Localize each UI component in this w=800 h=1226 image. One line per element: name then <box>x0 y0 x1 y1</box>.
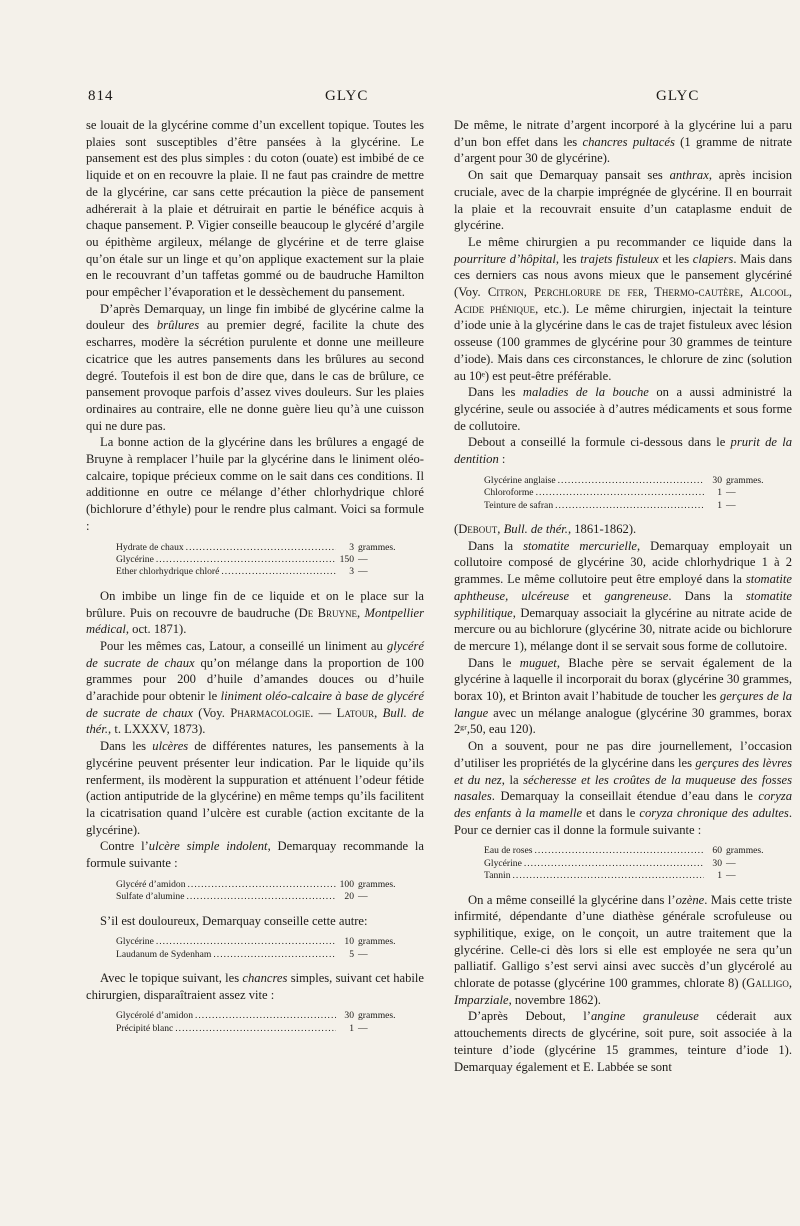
quantity-value: 1 <box>717 487 722 499</box>
journal-title: Montpellier médical <box>86 605 425 637</box>
emphasis: ulcères <box>152 739 189 754</box>
emphasis: brûlures <box>156 318 200 333</box>
dot-leader <box>213 949 336 961</box>
quantity-value: 150 <box>339 553 354 565</box>
quantity-value: 100 <box>339 878 354 890</box>
emphasis: liniment oléo-calcaire à base de glycéré de sucrate de chaux <box>86 689 425 720</box>
quantity-unit: grammes. <box>358 878 396 890</box>
emphasis: gerçures de la langue <box>454 689 792 720</box>
emphasis: gangreneuse <box>604 588 669 603</box>
emphasis: chancres pultacés <box>582 134 675 149</box>
quantity-value: 5 <box>349 948 354 960</box>
journal-title: Bull. de thér. <box>503 521 568 536</box>
ingredient-name: Tannin <box>484 870 511 882</box>
formula <box>116 879 424 904</box>
paragraph: La bonne action de la glycérine dans les brûlures a engagé de Bruyne à remplacer l’huile par la glycérine dans le liniment oléo-calcaire, topique précieux comme on le sait dans ces conditions. Il additionne en outre ce mélange d’éther chlorhydrique chloré (bichlorure d’éthyle) pour le rendre plus calmant. Voici sa formule : <box>86 435 424 533</box>
dot-leader <box>195 1010 336 1022</box>
quantity-unit: — <box>726 857 736 869</box>
ingredient-quantity <box>706 858 792 870</box>
dot-leader <box>524 858 704 870</box>
paragraph: D’après Debout, l’angine granuleuse céderait aux attouchements directs de glycérine, soit pure, soit associée à la teinture d’iode (glycérine 15 grammes, teinture d’iode 1). Demarquay également et E. Labbée se sont <box>454 1009 793 1074</box>
quantity-unit: — <box>726 870 736 882</box>
citation: (Debout, Bull. de thér., 1861-1862). <box>454 521 637 536</box>
paragraph: Pour les mêmes cas, Latour, a conseillé un liniment au glycéré de sucrate de chaux qu’on mélange dans la proportion de 100 grammes pour 200 d’huile d’amandes douces ou d’huile d’arachide pour obtenir le liniment oléo-calcaire à base de glycéré de sucrate de chaux (Voy. Pharmacologie. — Latour, Bull. de thér., t. LXXXV, 1873). <box>86 638 425 737</box>
ingredient-name: Glycérine <box>116 936 154 948</box>
ingredient-quantity <box>338 1010 424 1022</box>
author-name: Galligo <box>746 976 789 991</box>
emphasis: gerçures des lèvres et du nez <box>454 755 792 787</box>
dot-leader <box>186 891 336 903</box>
dot-leader <box>156 554 336 566</box>
paragraph: D’après Demarquay, un linge fin imbibé de glycérine calme la douleur des brûlures au premier degré, facilite la chute des escharres, modère la sécrétion purulente et donne une meilleure cicatrice que les autres pansements dans les brûlures au second degré. Toutefois il est bon de dire que, dans le cas de brûlure, ce pansement provoque parfois d’assez vives douleurs. Sur les plaies ordinaires au contraire, elle ne donne guère lieu qu’à une cuisson qui ne dure pas. <box>86 301 424 433</box>
dot-leader <box>221 566 336 578</box>
formula-row <box>116 566 424 578</box>
quantity-unit: grammes. <box>358 541 396 553</box>
formula <box>484 845 792 882</box>
quantity-value: 1 <box>717 870 722 882</box>
ingredient-quantity <box>338 1023 424 1035</box>
emphasis: angine granuleuse <box>590 1009 699 1024</box>
emphasis: coryza des enfants à la mamelle <box>454 789 792 820</box>
quantity-value: 60 <box>712 845 722 857</box>
formula-row <box>484 500 792 512</box>
ingredient-quantity <box>706 845 792 857</box>
quantity-unit: — <box>358 566 368 578</box>
cross-reference: Pharmacologie <box>230 705 311 720</box>
quantity-unit: — <box>726 487 736 499</box>
quantity-value: 1 <box>349 1022 354 1034</box>
ingredient-name: Laudanum de Sydenham <box>116 948 212 960</box>
paragraph: On sait que Demarquay pansait ses anthrax, après incision cruciale, avec de la charpie imprégnée de glycérine. Il en bourrait la plaie et la recouvrait ensuite d’un cataplasme enduit de glycérine. <box>454 168 792 233</box>
paragraph: On a même conseillé la glycérine dans l’ozène. Mais cette triste infirmité, dépendante d’une diathèse générale scrofuleuse ou syphilitique, exige, on le conçoit, un autre traitement que la glycérine. Celle-ci dès lors si elle est employée ne sera qu’un palliatif. Galligo s’est servi ainsi avec succès d’un glycérolé au chlorate de potasse (glycérine 100 grammes, chlorate 8) (Galligo, Imparziale, novembre 1862). <box>454 892 792 1007</box>
dot-leader <box>175 1023 336 1035</box>
quantity-unit: — <box>358 948 368 960</box>
formula-row <box>116 1010 424 1022</box>
ingredient-name: Eau de roses <box>484 845 533 857</box>
emphasis: ulcère simple indolent <box>148 839 268 854</box>
paragraph: Dans les ulcères de différentes natures, les pansements à la glycérine peuvent présenter leur indication. Par le liquide qu’ils renferment, ils modèrent la suppuration et atténuent l’odeur fétide (action antiputride de la glycérine) en même temps qu’ils facilitent la cicatrisation quand l’ulcère est curable (action excitante de la glycérine). <box>86 739 425 837</box>
paragraph: S’il est douloureux, Demarquay conseille cette autre: <box>100 913 368 928</box>
cross-reference: Citron, Perchlorure de fer, Thermo-cautère, Alcool, Acide phénique <box>454 285 792 316</box>
ingredient-quantity <box>338 936 424 948</box>
ingredient-name: Glycérine <box>116 553 154 565</box>
ingredient-name: Teinture de safran <box>484 499 554 511</box>
formula-row <box>116 879 424 891</box>
quantity-unit: grammes. <box>358 936 396 948</box>
paragraph: On a souvent, pour ne pas dire journellement, l’occasion d’utiliser les propriétés de la glycérine dans les gerçures des lèvres et du nez, la sécheresse et les croûtes de la muqueuse des fosses nasales. Demarquay la conseillait étendue d’eau dans le coryza des enfants à la mamelle et dans le coryza chronique des adultes. Pour ce dernier cas il donne la formule suivante : <box>454 739 792 837</box>
left-column <box>86 117 424 1044</box>
dot-leader <box>188 879 336 891</box>
dot-leader <box>513 870 704 882</box>
quantity-value: 30 <box>712 474 722 486</box>
emphasis: sécheresse et les croûtes de la muqueuse des fosses nasales <box>454 772 792 804</box>
author-name: Latour <box>336 705 375 720</box>
formula-row <box>484 487 792 499</box>
quantity-unit: — <box>358 891 368 903</box>
formula-row <box>116 936 424 948</box>
emphasis: pourriture d’hôpital <box>454 251 556 266</box>
quantity-value: 3 <box>349 566 354 578</box>
ingredient-quantity <box>338 949 424 961</box>
ingredient-quantity <box>706 870 792 882</box>
formula <box>116 1010 424 1035</box>
paragraph: Avec le topique suivant, les chancres simples, suivant cet habile chirurgien, disparaîtraient assez vite : <box>86 971 424 1002</box>
formula-row <box>116 554 424 566</box>
ingredient-quantity <box>338 879 424 891</box>
ingredient-name: Glycérine <box>484 857 522 869</box>
emphasis: anthrax <box>669 168 709 183</box>
emphasis: glycéré de sucrate de chaux <box>86 638 424 670</box>
ingredient-quantity <box>706 500 792 512</box>
formula-row <box>116 542 424 554</box>
paragraph: On imbibe un linge fin de ce liquide et on le place sur la brûlure. Puis on recouvre de baudruche (De Bruyne, Montpellier médical, oct. 1871). <box>86 588 425 637</box>
formula <box>116 936 424 961</box>
emphasis: stomatite aphtheuse, ulcéreuse <box>454 572 792 603</box>
author-name: De Bruyne <box>298 605 358 620</box>
dot-leader <box>186 542 336 554</box>
ingredient-name: Sulfate d’alumine <box>116 891 185 903</box>
running-header <box>88 88 750 110</box>
paragraph: De même, le nitrate d’argent incorporé à la glycérine lui a paru d’un bon effet dans les chancres pultacés (1 gramme de nitrate d’argent pour 30 de glycérine). <box>454 118 792 166</box>
formula-row <box>116 949 424 961</box>
ingredient-name: Ether chlorhydrique chloré <box>116 566 220 578</box>
emphasis: maladies de la bouche <box>522 385 649 400</box>
formula-row <box>116 891 424 903</box>
ingredient-quantity <box>338 891 424 903</box>
paragraph: se louait de la glycérine comme d’un excellent topique. Toutes les plaies sont susceptibles d’être pansées à la glycérine. Le pansement est des plus simples : du coton (ouate) est imbibé de ce liquide et on en recouvre la plaie. Il ne faut pas craindre de mettre de la glycérine, car sans cette précaution la pièce de pansement adhérerait à la plaie et détruirait en partie le bénéfice acquis à chaque pansement. P. Vigier conseille beaucoup le glycéré d’argile ou épithème argileux, mélange de glycérine et de terre glaise qu’on étale sur un linge et qu’on applique exactement sur la plaie en le recouvrant d’un taffetas gommé ou de baudruche Hamilton pour empêcher l’évaporation et le dessèchement du pansement. <box>86 118 424 300</box>
paragraph: Le même chirurgien a pu recommander ce liquide dans la pourriture d’hôpital, les trajets fistuleux et les clapiers. Mais dans ces derniers cas nous avons mieux que le pansement glycériné (Voy. Citron, Perchlorure de fer, Thermo-cautère, Alcool, Acide phénique, etc.). Le même chirurgien, injectait la teinture d’iode unie à la glycérine dans le cas de trajet fistuleux avec lésion osseuse (100 grammes de glycérine pour 30 grammes de teinture d’iode). Mais dans ces circonstances, le chlorure de zinc (solution au 10ᵉ) est peut-être préférable. <box>454 234 793 383</box>
ingredient-name: Hydrate de chaux <box>116 541 184 553</box>
emphasis: clapiers <box>692 251 734 266</box>
emphasis: stomatite syphilitique <box>454 588 792 620</box>
emphasis: trajets fistuleux <box>580 251 659 266</box>
quantity-unit: — <box>726 499 736 511</box>
ingredient-name: Glycéré d’amidon <box>116 878 186 890</box>
emphasis: muguet <box>519 655 557 670</box>
formula <box>116 542 424 579</box>
emphasis: stomatite mercurielle <box>523 538 637 553</box>
quantity-value: 20 <box>344 891 354 903</box>
paragraph: Debout a conseillé la formule ci-dessous dans le prurit de la dentition : <box>454 435 792 467</box>
running-head-left: GLYC <box>325 88 369 104</box>
quantity-value: 1 <box>717 499 722 511</box>
ingredient-quantity <box>706 487 792 499</box>
dot-leader <box>558 475 704 487</box>
ingredient-name: Chloroforme <box>484 487 534 499</box>
quantity-value: 3 <box>349 541 354 553</box>
quantity-unit: grammes. <box>358 1010 396 1022</box>
formula-row <box>484 475 792 487</box>
ingredient-quantity <box>338 554 424 566</box>
emphasis: ozène <box>675 892 705 907</box>
formula-row <box>484 845 792 857</box>
quantity-value: 30 <box>344 1010 354 1022</box>
right-column <box>454 117 792 1075</box>
page-number: 814 <box>88 88 114 104</box>
ingredient-name: Glycérolé d’amidon <box>116 1010 193 1022</box>
author-name: Debout <box>458 521 498 536</box>
emphasis: coryza chronique des adultes <box>639 805 789 820</box>
running-head-right: GLYC <box>656 88 700 104</box>
journal-title: Bull. de thér. <box>86 705 425 737</box>
quantity-unit: — <box>358 1022 368 1034</box>
dot-leader <box>536 487 704 499</box>
ingredient-quantity <box>706 475 792 487</box>
paragraph: Dans la stomatite mercurielle, Demarquay employait un collutoire composé de glycérine 30, acide chlorhydrique 1 à 2 grammes. Le même collutoire peut être employé dans la stomatite aphtheuse, ulcéreuse et gangreneuse. Dans la stomatite syphilitique, Demarquay associait la glycérine au nitrate acide de mercure ou au bichlorure (glycérine 30, nitrate acide ou bichlorure de mercure 1), mélange dont il se servait sous forme de collutoire. <box>454 538 792 653</box>
quantity-value: 10 <box>344 936 354 948</box>
ingredient-name: Précipité blanc <box>116 1022 174 1034</box>
emphasis: chancres <box>242 971 288 986</box>
quantity-unit: grammes. <box>726 474 764 486</box>
ingredient-quantity <box>338 542 424 554</box>
quantity-unit: grammes. <box>726 845 764 857</box>
emphasis: prurit de la dentition <box>454 435 792 467</box>
paragraph: Dans le muguet, Blache père se servait également de la glycérine à laquelle il incorporait du borax (glycérine 30 grammes, borax 10), et Brinton avait l’habitude de toucher les gerçures de la langue avec un mélange analogue (glycérine 30 grammes, borax 2ᵍʳ,50, eau 120). <box>454 655 792 737</box>
formula-row <box>484 870 792 882</box>
quantity-unit: — <box>358 553 368 565</box>
formula-row <box>116 1023 424 1035</box>
dot-leader <box>156 936 336 948</box>
dot-leader <box>555 500 704 512</box>
paragraph: Contre l’ulcère simple indolent, Demarquay recommande la formule suivante : <box>86 839 425 871</box>
quantity-value: 30 <box>712 857 722 869</box>
paragraph: Dans les maladies de la bouche on a aussi administré la glycérine, seule ou associée à d’autres médicaments et sous forme de collutoire. <box>454 385 792 433</box>
journal-title: Imparziale <box>454 992 509 1007</box>
formula <box>484 475 792 512</box>
dot-leader <box>534 845 704 857</box>
formula-row <box>484 858 792 870</box>
ingredient-name: Glycérine anglaise <box>484 474 556 486</box>
ingredient-quantity <box>338 566 424 578</box>
